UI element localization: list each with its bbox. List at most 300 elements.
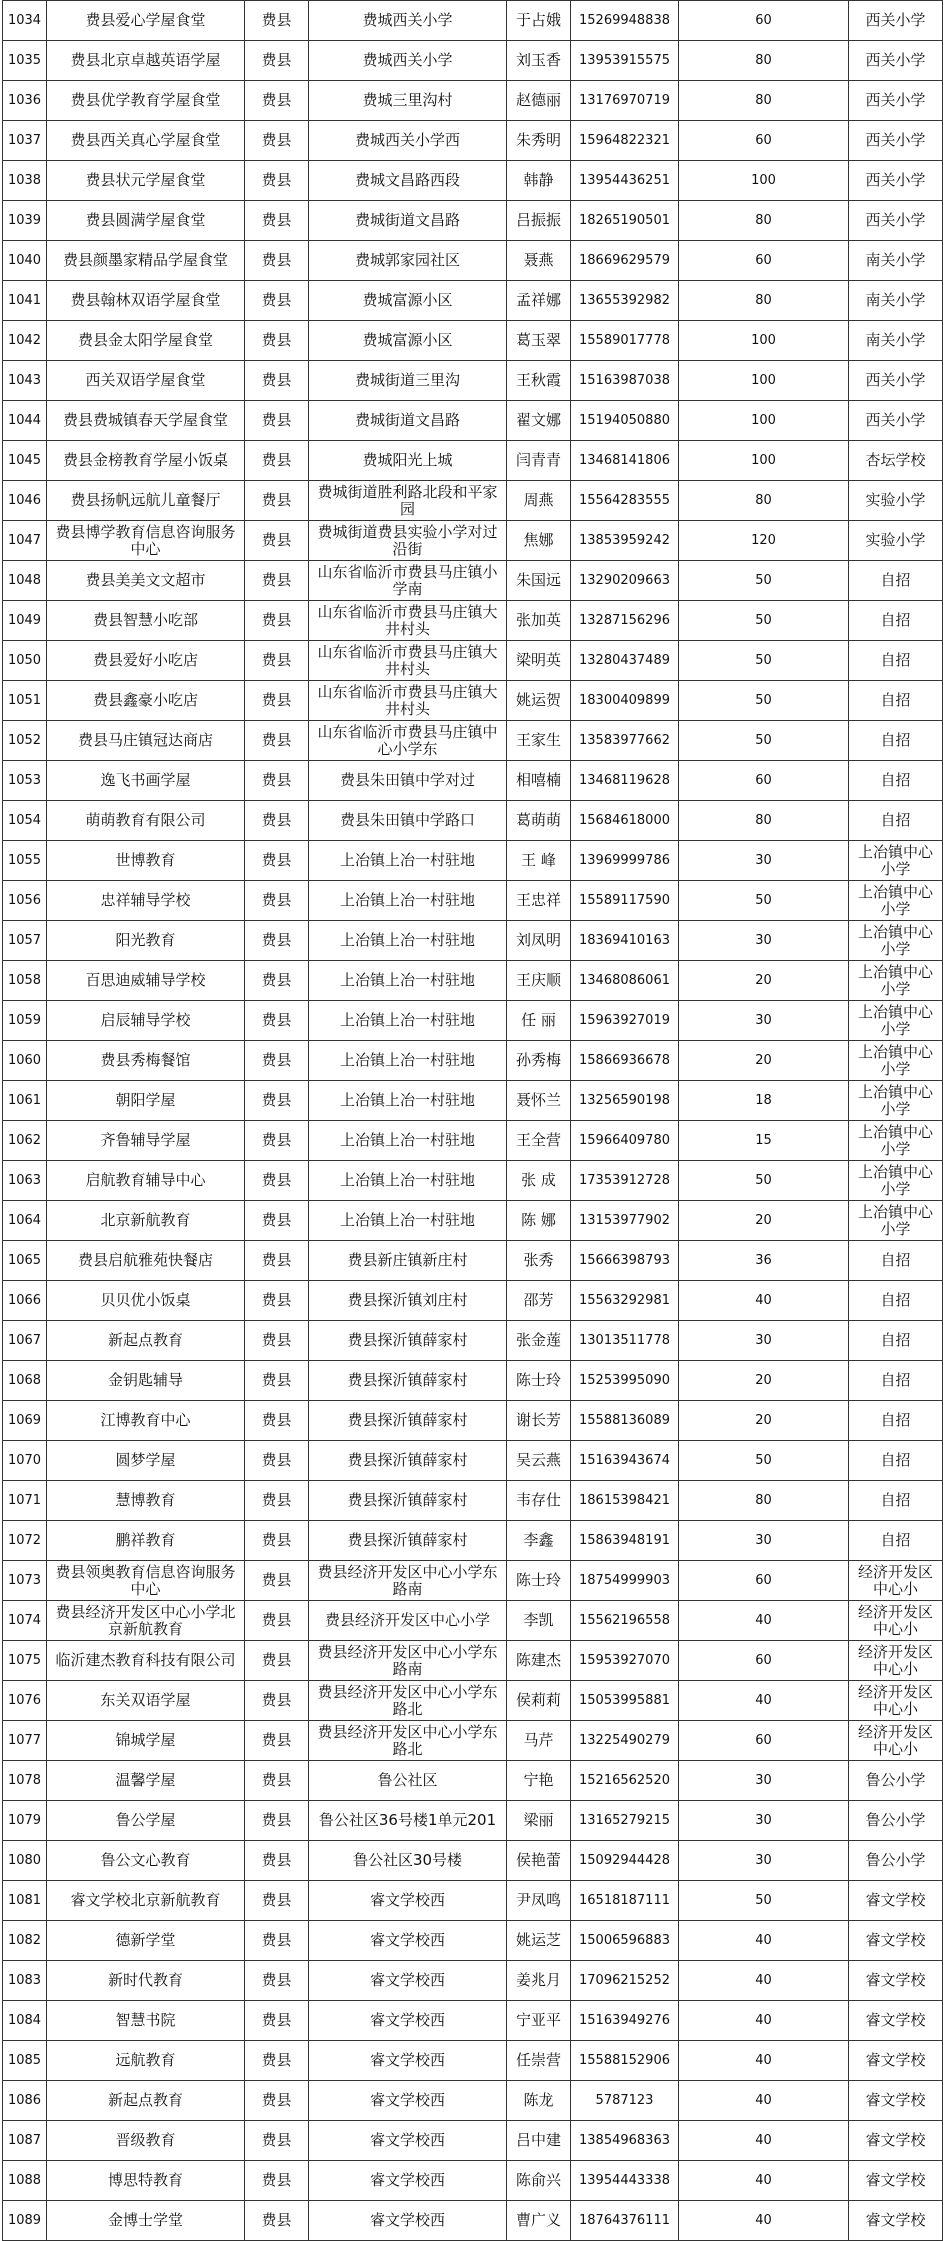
phone-number: 18300409899	[571, 681, 679, 721]
school: 自招	[849, 641, 943, 681]
county: 费县	[245, 1281, 309, 1321]
row-number: 1075	[3, 1641, 47, 1681]
school: 西关小学	[849, 201, 943, 241]
table-row	[3, 721, 943, 761]
table-row	[3, 321, 943, 361]
contact-person: 韩静	[507, 161, 571, 201]
county: 费县	[245, 401, 309, 441]
phone-number: 15588136089	[571, 1401, 679, 1441]
county: 费县	[245, 1641, 309, 1681]
phone-number: 15963927019	[571, 1001, 679, 1041]
business-name: 费县西关真心学屋食堂	[47, 121, 245, 161]
county: 费县	[245, 721, 309, 761]
contact-person: 相嘻楠	[507, 761, 571, 801]
phone-number: 13954443338	[571, 2161, 679, 2201]
county: 费县	[245, 561, 309, 601]
school: 自招	[849, 561, 943, 601]
address: 费县经济开发区中心小学	[309, 1601, 507, 1641]
capacity: 36	[679, 1241, 849, 1281]
row-number: 1080	[3, 1841, 47, 1881]
row-number: 1042	[3, 321, 47, 361]
county: 费县	[245, 1441, 309, 1481]
phone-number: 13583977662	[571, 721, 679, 761]
business-name: 慧博教育	[47, 1481, 245, 1521]
phone-number: 13256590198	[571, 1081, 679, 1121]
row-number: 1051	[3, 681, 47, 721]
table-row	[3, 641, 943, 681]
business-name: 圆梦学屋	[47, 1441, 245, 1481]
table-row	[3, 1201, 943, 1241]
contact-person: 侯艳蕾	[507, 1841, 571, 1881]
row-number: 1073	[3, 1561, 47, 1601]
school: 睿文学校	[849, 1921, 943, 1961]
contact-person: 尹凤鸣	[507, 1881, 571, 1921]
capacity: 40	[679, 2201, 849, 2241]
table-row	[3, 1841, 943, 1881]
address: 费城西关小学	[309, 1, 507, 41]
address: 费县探沂镇薛家村	[309, 1361, 507, 1401]
table-row	[3, 1721, 943, 1761]
table-row	[3, 1561, 943, 1601]
capacity: 30	[679, 841, 849, 881]
table-row	[3, 1121, 943, 1161]
business-name: 北京新航教育	[47, 1201, 245, 1241]
phone-number: 13225490279	[571, 1721, 679, 1761]
address: 费县探沂镇薛家村	[309, 1521, 507, 1561]
business-name: 新起点教育	[47, 2081, 245, 2121]
address: 费县探沂镇薛家村	[309, 1481, 507, 1521]
school: 西关小学	[849, 161, 943, 201]
capacity: 60	[679, 241, 849, 281]
row-number: 1059	[3, 1001, 47, 1041]
business-name: 智慧书院	[47, 2001, 245, 2041]
school: 睿文学校	[849, 2161, 943, 2201]
contact-person: 聂怀兰	[507, 1081, 571, 1121]
contact-person: 聂燕	[507, 241, 571, 281]
phone-number: 13954436251	[571, 161, 679, 201]
row-number: 1044	[3, 401, 47, 441]
county: 费县	[245, 841, 309, 881]
row-number: 1089	[3, 2201, 47, 2241]
capacity: 80	[679, 481, 849, 521]
county: 费县	[245, 1401, 309, 1441]
table-row	[3, 961, 943, 1001]
row-number: 1066	[3, 1281, 47, 1321]
school: 鲁公小学	[849, 1801, 943, 1841]
school: 西关小学	[849, 121, 943, 161]
contact-person: 孟祥娜	[507, 281, 571, 321]
county: 费县	[245, 1201, 309, 1241]
capacity: 40	[679, 2041, 849, 2081]
phone-number: 15966409780	[571, 1121, 679, 1161]
capacity: 50	[679, 1161, 849, 1201]
capacity: 20	[679, 1401, 849, 1441]
county: 费县	[245, 921, 309, 961]
address: 睿文学校西	[309, 2201, 507, 2241]
county: 费县	[245, 2121, 309, 2161]
contact-person: 刘凤明	[507, 921, 571, 961]
school: 上冶镇中心小学	[849, 841, 943, 881]
school: 自招	[849, 1361, 943, 1401]
row-number: 1034	[3, 1, 47, 41]
address: 费县经济开发区中心小学东路南	[309, 1641, 507, 1681]
phone-number: 15053995881	[571, 1681, 679, 1721]
row-number: 1069	[3, 1401, 47, 1441]
contact-person: 侯莉莉	[507, 1681, 571, 1721]
phone-number: 15564283555	[571, 481, 679, 521]
table-row	[3, 2041, 943, 2081]
county: 费县	[245, 601, 309, 641]
table-row	[3, 1601, 943, 1641]
table-row	[3, 201, 943, 241]
business-name: 费县颜墨家精品学屋食堂	[47, 241, 245, 281]
phone-number: 18369410163	[571, 921, 679, 961]
phone-number: 15269948838	[571, 1, 679, 41]
table-row	[3, 1041, 943, 1081]
capacity: 40	[679, 1681, 849, 1721]
contact-person: 任 丽	[507, 1001, 571, 1041]
address: 费县经济开发区中心小学东路北	[309, 1721, 507, 1761]
contact-person: 宁艳	[507, 1761, 571, 1801]
county: 费县	[245, 1241, 309, 1281]
business-name: 费县圆满学屋食堂	[47, 201, 245, 241]
county: 费县	[245, 1601, 309, 1641]
business-name: 德新学堂	[47, 1921, 245, 1961]
business-name: 百思迪威辅导学校	[47, 961, 245, 1001]
county: 费县	[245, 321, 309, 361]
phone-number: 13468086061	[571, 961, 679, 1001]
business-name: 启航教育辅导中心	[47, 1161, 245, 1201]
address: 费城街道文昌路	[309, 201, 507, 241]
county: 费县	[245, 881, 309, 921]
capacity: 20	[679, 961, 849, 1001]
phone-number: 15589017778	[571, 321, 679, 361]
county: 费县	[245, 521, 309, 561]
address: 睿文学校西	[309, 1881, 507, 1921]
phone-number: 18265190501	[571, 201, 679, 241]
table-row	[3, 1761, 943, 1801]
business-name: 博思特教育	[47, 2161, 245, 2201]
school: 睿文学校	[849, 2041, 943, 2081]
phone-number: 15684618000	[571, 801, 679, 841]
business-name: 江博教育中心	[47, 1401, 245, 1441]
address: 费城富源小区	[309, 321, 507, 361]
phone-number: 5787123	[571, 2081, 679, 2121]
school: 上冶镇中心小学	[849, 1041, 943, 1081]
county: 费县	[245, 1, 309, 41]
row-number: 1057	[3, 921, 47, 961]
contact-person: 梁明英	[507, 641, 571, 681]
table-row	[3, 521, 943, 561]
county: 费县	[245, 281, 309, 321]
county: 费县	[245, 441, 309, 481]
contact-person: 于占娥	[507, 1, 571, 41]
business-name: 金钥匙辅导	[47, 1361, 245, 1401]
contact-person: 姜兆月	[507, 1961, 571, 2001]
row-number: 1067	[3, 1321, 47, 1361]
capacity: 30	[679, 1841, 849, 1881]
address: 费城富源小区	[309, 281, 507, 321]
business-name: 忠祥辅导学校	[47, 881, 245, 921]
business-name: 费县扬帆远航儿童餐厅	[47, 481, 245, 521]
contact-person: 朱国远	[507, 561, 571, 601]
business-name: 费县费城镇春天学屋食堂	[47, 401, 245, 441]
phone-number: 18754999903	[571, 1561, 679, 1601]
business-name: 锦城学屋	[47, 1721, 245, 1761]
address: 费县朱田镇中学对过	[309, 761, 507, 801]
school: 实验小学	[849, 521, 943, 561]
table-row	[3, 1281, 943, 1321]
row-number: 1076	[3, 1681, 47, 1721]
address: 费城西关小学	[309, 41, 507, 81]
row-number: 1072	[3, 1521, 47, 1561]
contact-person: 孙秀梅	[507, 1041, 571, 1081]
address: 上冶镇上冶一村驻地	[309, 1081, 507, 1121]
table-row	[3, 601, 943, 641]
contact-person: 王庆顺	[507, 961, 571, 1001]
county: 费县	[245, 1721, 309, 1761]
address: 费县经济开发区中心小学东路北	[309, 1681, 507, 1721]
table-row	[3, 921, 943, 961]
school: 经济开发区中心小	[849, 1601, 943, 1641]
business-name: 新时代教育	[47, 1961, 245, 2001]
phone-number: 15092944428	[571, 1841, 679, 1881]
county: 费县	[245, 1361, 309, 1401]
address: 睿文学校西	[309, 1921, 507, 1961]
address: 山东省临沂市费县马庄镇大井村头	[309, 641, 507, 681]
table-row	[3, 1521, 943, 1561]
table-row	[3, 1921, 943, 1961]
business-name: 温馨学屋	[47, 1761, 245, 1801]
business-name: 新起点教育	[47, 1321, 245, 1361]
contact-person: 陈俞兴	[507, 2161, 571, 2201]
contact-person: 陈士玲	[507, 1361, 571, 1401]
school: 睿文学校	[849, 1961, 943, 2001]
address: 费县探沂镇刘庄村	[309, 1281, 507, 1321]
school: 自招	[849, 721, 943, 761]
address: 上冶镇上冶一村驻地	[309, 1161, 507, 1201]
school: 西关小学	[849, 1, 943, 41]
capacity: 40	[679, 1921, 849, 1961]
capacity: 30	[679, 1321, 849, 1361]
row-number: 1053	[3, 761, 47, 801]
business-name: 费县智慧小吃部	[47, 601, 245, 641]
school: 自招	[849, 681, 943, 721]
phone-number: 17353912728	[571, 1161, 679, 1201]
row-number: 1040	[3, 241, 47, 281]
county: 费县	[245, 961, 309, 1001]
address: 费城街道胜利路北段和平家园	[309, 481, 507, 521]
address: 鲁公社区30号楼	[309, 1841, 507, 1881]
contact-person: 吕振振	[507, 201, 571, 241]
county: 费县	[245, 2201, 309, 2241]
row-number: 1050	[3, 641, 47, 681]
phone-number: 18669629579	[571, 241, 679, 281]
table-row	[3, 81, 943, 121]
school: 鲁公小学	[849, 1761, 943, 1801]
phone-number: 15964822321	[571, 121, 679, 161]
contact-person: 翟文娜	[507, 401, 571, 441]
county: 费县	[245, 2081, 309, 2121]
table-row	[3, 1681, 943, 1721]
row-number: 1048	[3, 561, 47, 601]
capacity: 60	[679, 1641, 849, 1681]
phone-number: 15253995090	[571, 1361, 679, 1401]
business-name: 鹏祥教育	[47, 1521, 245, 1561]
capacity: 80	[679, 801, 849, 841]
county: 费县	[245, 1881, 309, 1921]
table-row	[3, 281, 943, 321]
school: 西关小学	[849, 361, 943, 401]
capacity: 50	[679, 881, 849, 921]
row-number: 1088	[3, 2161, 47, 2201]
capacity: 60	[679, 1721, 849, 1761]
contact-person: 邵芳	[507, 1281, 571, 1321]
school: 西关小学	[849, 401, 943, 441]
county: 费县	[245, 1961, 309, 2001]
row-number: 1035	[3, 41, 47, 81]
county: 费县	[245, 1481, 309, 1521]
row-number: 1047	[3, 521, 47, 561]
phone-number: 13013511778	[571, 1321, 679, 1361]
capacity: 120	[679, 521, 849, 561]
business-name: 费县状元学屋食堂	[47, 161, 245, 201]
contact-person: 王家生	[507, 721, 571, 761]
contact-person: 葛萌萌	[507, 801, 571, 841]
row-number: 1064	[3, 1201, 47, 1241]
capacity: 60	[679, 1, 849, 41]
school: 自招	[849, 801, 943, 841]
school: 杏坛学校	[849, 441, 943, 481]
phone-number: 15163943674	[571, 1441, 679, 1481]
capacity: 100	[679, 161, 849, 201]
county: 费县	[245, 801, 309, 841]
county: 费县	[245, 201, 309, 241]
business-name: 东关双语学屋	[47, 1681, 245, 1721]
phone-number: 15563292981	[571, 1281, 679, 1321]
phone-number: 13153977902	[571, 1201, 679, 1241]
contact-person: 韦存仕	[507, 1481, 571, 1521]
phone-number: 13969999786	[571, 841, 679, 881]
address: 上冶镇上冶一村驻地	[309, 921, 507, 961]
business-name: 阳光教育	[47, 921, 245, 961]
address: 费城街道费县实验小学对过沿街	[309, 521, 507, 561]
school: 上冶镇中心小学	[849, 921, 943, 961]
table-row	[3, 841, 943, 881]
phone-number: 15216562520	[571, 1761, 679, 1801]
address: 上冶镇上冶一村驻地	[309, 961, 507, 1001]
school: 西关小学	[849, 41, 943, 81]
phone-number: 15589117590	[571, 881, 679, 921]
address: 费县探沂镇薛家村	[309, 1441, 507, 1481]
phone-number: 15194050880	[571, 401, 679, 441]
phone-number: 16518187111	[571, 1881, 679, 1921]
phone-number: 13290209663	[571, 561, 679, 601]
row-number: 1065	[3, 1241, 47, 1281]
county: 费县	[245, 1561, 309, 1601]
contact-person: 王全营	[507, 1121, 571, 1161]
school: 自招	[849, 1401, 943, 1441]
table-row	[3, 241, 943, 281]
school: 自招	[849, 1241, 943, 1281]
business-name: 西关双语学屋食堂	[47, 361, 245, 401]
capacity: 50	[679, 681, 849, 721]
table-row	[3, 1361, 943, 1401]
capacity: 40	[679, 2081, 849, 2121]
capacity: 80	[679, 81, 849, 121]
business-name: 逸飞书画学屋	[47, 761, 245, 801]
row-number: 1077	[3, 1721, 47, 1761]
capacity: 20	[679, 1201, 849, 1241]
contact-person: 梁丽	[507, 1801, 571, 1841]
address: 费县经济开发区中心小学东路南	[309, 1561, 507, 1601]
school: 自招	[849, 1481, 943, 1521]
contact-person: 焦娜	[507, 521, 571, 561]
business-name: 朝阳学屋	[47, 1081, 245, 1121]
school: 经济开发区中心小	[849, 1561, 943, 1601]
row-number: 1071	[3, 1481, 47, 1521]
school: 上冶镇中心小学	[849, 1081, 943, 1121]
phone-number: 13468141806	[571, 441, 679, 481]
school: 南关小学	[849, 321, 943, 361]
table-row	[3, 1241, 943, 1281]
business-name: 鲁公学屋	[47, 1801, 245, 1841]
phone-number: 15163949276	[571, 2001, 679, 2041]
row-number: 1074	[3, 1601, 47, 1641]
business-name: 远航教育	[47, 2041, 245, 2081]
contact-person: 陈建杰	[507, 1641, 571, 1681]
table-row	[3, 761, 943, 801]
business-name: 齐鲁辅导学屋	[47, 1121, 245, 1161]
contact-person: 吕中建	[507, 2121, 571, 2161]
school: 上冶镇中心小学	[849, 881, 943, 921]
address: 费城三里沟村	[309, 81, 507, 121]
capacity: 40	[679, 2001, 849, 2041]
table-row	[3, 1881, 943, 1921]
row-number: 1052	[3, 721, 47, 761]
table-row	[3, 1, 943, 41]
county: 费县	[245, 41, 309, 81]
table-row	[3, 881, 943, 921]
row-number: 1037	[3, 121, 47, 161]
county: 费县	[245, 481, 309, 521]
row-number: 1085	[3, 2041, 47, 2081]
capacity: 30	[679, 921, 849, 961]
capacity: 30	[679, 1001, 849, 1041]
contact-person: 周燕	[507, 481, 571, 521]
school: 西关小学	[849, 81, 943, 121]
contact-person: 陈龙	[507, 2081, 571, 2121]
table-row	[3, 1401, 943, 1441]
table-row	[3, 161, 943, 201]
business-name: 睿文学校北京新航教育	[47, 1881, 245, 1921]
table-row	[3, 481, 943, 521]
phone-number: 15866936678	[571, 1041, 679, 1081]
address: 费城郭家园社区	[309, 241, 507, 281]
contact-person: 李凯	[507, 1601, 571, 1641]
contact-person: 谢长芳	[507, 1401, 571, 1441]
row-number: 1084	[3, 2001, 47, 2041]
capacity: 40	[679, 1281, 849, 1321]
school: 睿文学校	[849, 2121, 943, 2161]
school: 上冶镇中心小学	[849, 1001, 943, 1041]
phone-number: 15863948191	[571, 1521, 679, 1561]
contact-person: 王秋霞	[507, 361, 571, 401]
business-name: 费县金太阳学屋食堂	[47, 321, 245, 361]
table-row	[3, 1481, 943, 1521]
capacity: 100	[679, 401, 849, 441]
contact-person: 任崇营	[507, 2041, 571, 2081]
